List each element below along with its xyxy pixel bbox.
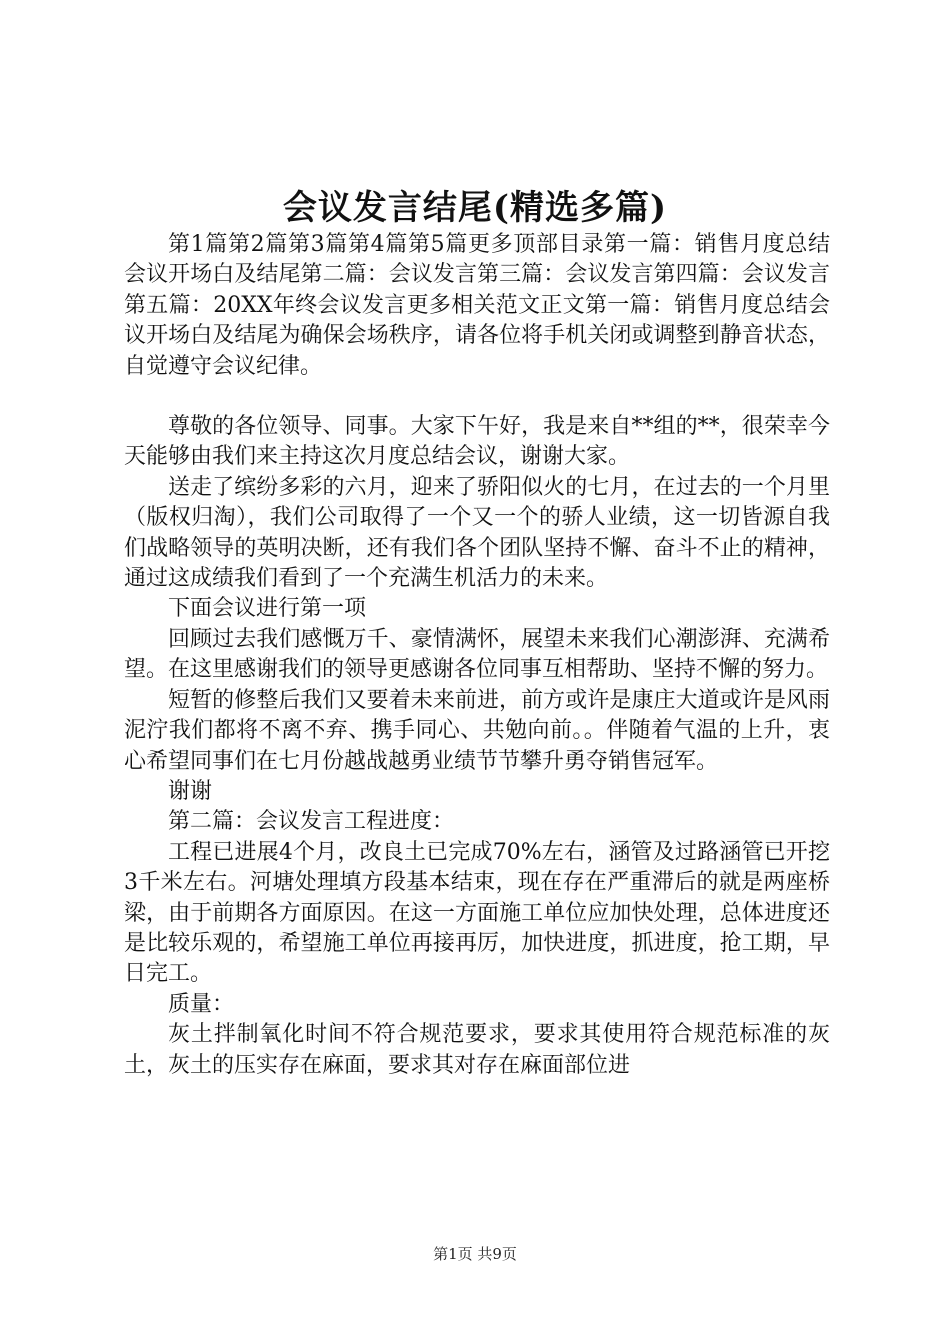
paragraph: 尊敬的各位领导、同事。大家下午好，我是来自**组的**，很荣幸今天能够由我们来主持这次月度总结会议，谢谢大家。 — [124, 414, 830, 470]
page-footer: 第1页 共9页 — [433, 1245, 517, 1263]
paragraph: 灰土拌制氧化时间不符合规范要求，要求其使用符合规范标准的灰土，灰土的压实存在麻面，要求其对存在麻面部位进 — [124, 1022, 830, 1078]
paragraph: 送走了缤纷多彩的六月，迎来了骄阳似火的七月，在过去的一个月里（版权归淘），我们公司取得了一个又一个的骄人业绩，这一切皆源自我们战略领导的英明决断，还有我们各个团队坚持不懈、奋斗不止的精神，通过这成绩我们看到了一个充满生机活力的未来。 — [124, 474, 830, 592]
document-body — [124, 230, 830, 1081]
paragraph: 第1篇第2篇第3篇第4篇第5篇更多顶部目录第一篇：销售月度总结会议开场白及结尾第二篇：会议发言第三篇：会议发言第四篇：会议发言第五篇：20XX年终会议发言更多相关范文正文第一篇：销售月度总结会议开场白及结尾为确保会场秩序，请各位将手机关闭或调整到静音状态，自觉遵守会议纪律。 — [124, 232, 830, 379]
section-heading: 第二篇：会议发言工程进度： — [168, 809, 455, 835]
paragraph: 质量： — [168, 991, 235, 1017]
paragraph: 回顾过去我们感慨万千、豪情满怀，展望未来我们心潮澎湃、充满希望。在这里感谢我们的领导更感谢各位同事互相帮助、坚持不懈的努力。 — [124, 626, 830, 683]
paragraph: 下面会议进行第一项 — [168, 596, 367, 622]
paragraph: 短暂的修整后我们又要着未来前进，前方或许是康庄大道或许是风雨泥泞我们都将不离不弃、携手同心、共勉向前。。伴随着气温的上升，衷心希望同事们在七月份越战越勇业绩节节攀升勇夺销售冠军。 — [124, 687, 830, 774]
paragraph: 谢谢 — [168, 778, 213, 804]
document-title: 会议发言结尾(精选多篇) — [282, 188, 668, 228]
paragraph: 工程已进展4个月，改良土已完成70%左右，涵管及过路涵管已开挖3千米左右。河塘处理填方段基本结束，现在存在严重滞后的就是两座桥梁，由于前期各方面原因。在这一方面施工单位应加快处理，总体进度还是比较乐观的，希望施工单位再接再厉，加快进度，抓进度，抢工期，早日完工。 — [124, 839, 830, 987]
